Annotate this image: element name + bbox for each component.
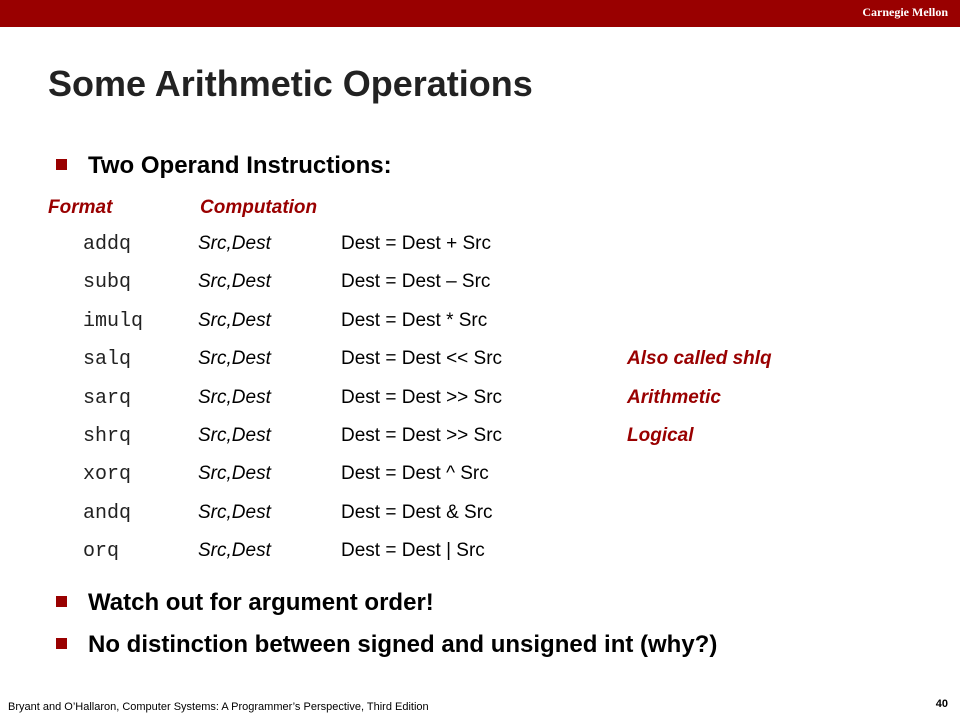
instruction-mnemonic: orq bbox=[83, 540, 120, 564]
bullet-text: Watch out for argument order! bbox=[88, 589, 434, 616]
instruction-row bbox=[0, 233, 960, 271]
instruction-note: Also called shlq bbox=[627, 348, 772, 370]
instruction-operands: Src,Dest bbox=[198, 233, 271, 254]
instruction-computation: Dest = Dest * Src bbox=[341, 309, 488, 331]
bullet-text: No distinction between signed and unsigned int (why?) bbox=[88, 631, 718, 658]
instruction-computation: Dest = Dest << Src bbox=[341, 348, 503, 370]
instruction-row bbox=[0, 540, 960, 578]
instruction-mnemonic: addq bbox=[83, 233, 132, 256]
footer-citation: Bryant and O’Hallaron, Computer Systems: A Programmer’s Perspective, Third Edition bbox=[8, 701, 429, 713]
instruction-mnemonic: andq bbox=[83, 501, 132, 525]
bullet-item bbox=[56, 631, 856, 659]
instruction-operands: Src,Dest bbox=[198, 501, 271, 523]
instruction-note: Arithmetic bbox=[627, 386, 721, 408]
instruction-computation: Dest = Dest ^ Src bbox=[341, 463, 489, 485]
square-bullet-icon bbox=[56, 159, 67, 170]
instruction-row bbox=[0, 310, 960, 348]
instruction-operands: Src,Dest bbox=[198, 540, 271, 562]
instruction-row bbox=[0, 348, 960, 386]
instruction-operands: Src,Dest bbox=[198, 348, 271, 370]
instruction-mnemonic: xorq bbox=[83, 463, 132, 487]
instruction-computation: Dest = Dest & Src bbox=[341, 501, 493, 523]
instruction-operands: Src,Dest bbox=[198, 463, 271, 485]
instruction-mnemonic: salq bbox=[83, 348, 132, 372]
bullet-item bbox=[56, 589, 856, 617]
instruction-row bbox=[0, 387, 960, 425]
instruction-computation: Dest = Dest + Src bbox=[341, 233, 491, 254]
instruction-operands: Src,Dest bbox=[198, 425, 271, 446]
square-bullet-icon bbox=[56, 596, 67, 607]
instruction-mnemonic: shrq bbox=[83, 425, 132, 448]
format-column-header: Format bbox=[48, 197, 113, 218]
instruction-row bbox=[0, 271, 960, 309]
instruction-operands: Src,Dest bbox=[198, 271, 271, 293]
instruction-row bbox=[0, 425, 960, 463]
instruction-operands: Src,Dest bbox=[198, 309, 271, 331]
instruction-mnemonic: subq bbox=[83, 271, 132, 295]
instruction-computation: Dest = Dest >> Src bbox=[341, 425, 503, 446]
bullet-item bbox=[56, 152, 856, 180]
instruction-computation: Dest = Dest | Src bbox=[341, 540, 485, 562]
square-bullet-icon bbox=[56, 638, 67, 649]
bullet-text: Two Operand Instructions: bbox=[88, 152, 392, 179]
instruction-row bbox=[0, 502, 960, 540]
instruction-operands: Src,Dest bbox=[198, 386, 271, 408]
instruction-row bbox=[0, 463, 960, 501]
brand-logo-text: Carnegie Mellon bbox=[862, 5, 948, 19]
page-number: 40 bbox=[935, 698, 948, 710]
instruction-computation: Dest = Dest >> Src bbox=[341, 386, 503, 408]
computation-column-header: Computation bbox=[200, 197, 318, 218]
header-bar bbox=[0, 0, 960, 27]
instruction-mnemonic: sarq bbox=[83, 386, 132, 410]
instruction-computation: Dest = Dest – Src bbox=[341, 271, 491, 293]
slide-title: Some Arithmetic Operations bbox=[48, 63, 533, 104]
instruction-note: Logical bbox=[627, 425, 694, 446]
instruction-mnemonic: imulq bbox=[83, 309, 144, 333]
